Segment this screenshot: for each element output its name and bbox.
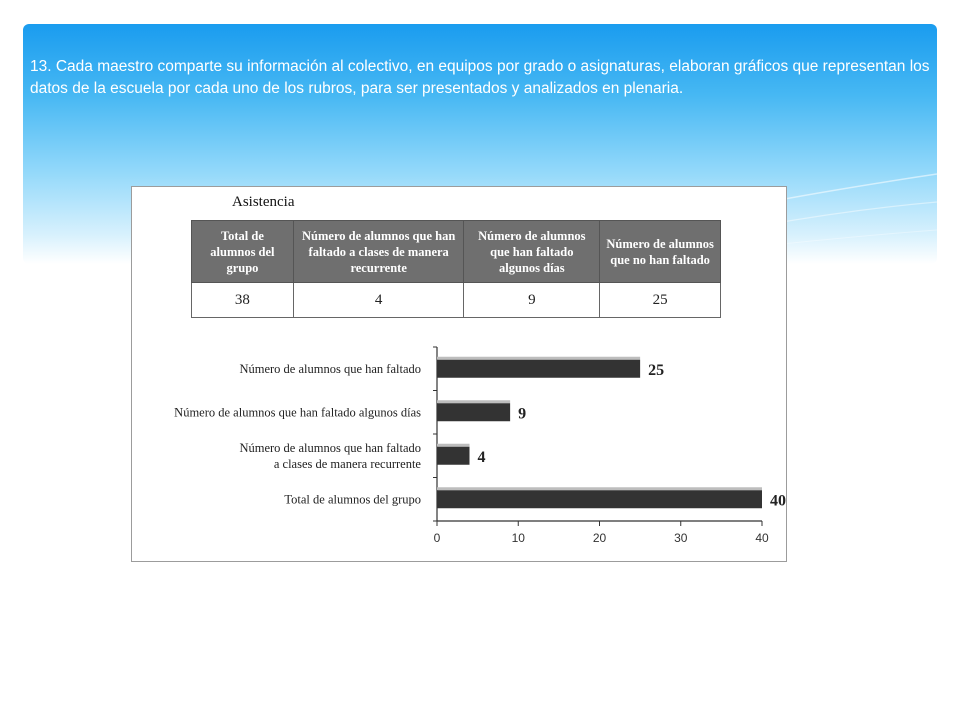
category-label: Número de alumnos que han faltado — [239, 361, 421, 376]
attendance-figure — [131, 186, 787, 562]
table-header-cell: Número de alumnos que han faltado algunos días — [464, 221, 600, 283]
category-label: Número de alumnos que han faltado — [239, 440, 421, 455]
category-label: Número de alumnos que han faltado algunos días — [174, 405, 421, 420]
bar — [437, 360, 640, 378]
x-tick-label: 20 — [592, 531, 607, 545]
bar — [437, 490, 762, 508]
table-header-cell: Número de alumnos que han faltado a clases de manera recurrente — [293, 221, 464, 283]
x-tick-label: 10 — [511, 531, 525, 545]
data-label: 9 — [518, 405, 527, 423]
data-label: 25 — [648, 361, 665, 379]
bar-highlight — [437, 357, 640, 360]
bar-highlight — [437, 400, 510, 403]
category-label: a clases de manera recurrente — [273, 456, 421, 471]
data-label: 40 — [770, 492, 786, 510]
bar-highlight — [437, 444, 470, 447]
x-tick-label: 40 — [755, 531, 769, 545]
table-cell: 25 — [600, 283, 721, 318]
category-label: Total de alumnos del grupo — [284, 492, 421, 507]
slide-caption: 13. Cada maestro comparte su información al colectivo, en equipos por grado o asignaturas, elaboran gráficos que representan los datos de la escuela por cada uno de los rubros, para ser presentados y analizados en plenaria. — [30, 58, 930, 97]
figure-title: Asistencia — [232, 194, 295, 210]
table-header-cell: Número de alumnos que no han faltado — [600, 221, 721, 283]
bar-highlight — [437, 487, 762, 490]
table-cell: 38 — [192, 283, 294, 318]
x-tick-label: 0 — [433, 531, 441, 545]
table-cell: 9 — [464, 283, 600, 318]
table-cell: 4 — [293, 283, 464, 318]
bar — [437, 403, 510, 421]
x-tick-label: 30 — [674, 531, 688, 545]
table-header-cell: Total de alumnos del grupo — [192, 221, 294, 283]
bar-chart — [132, 187, 786, 561]
bar — [437, 447, 470, 465]
data-label: 4 — [477, 448, 486, 466]
